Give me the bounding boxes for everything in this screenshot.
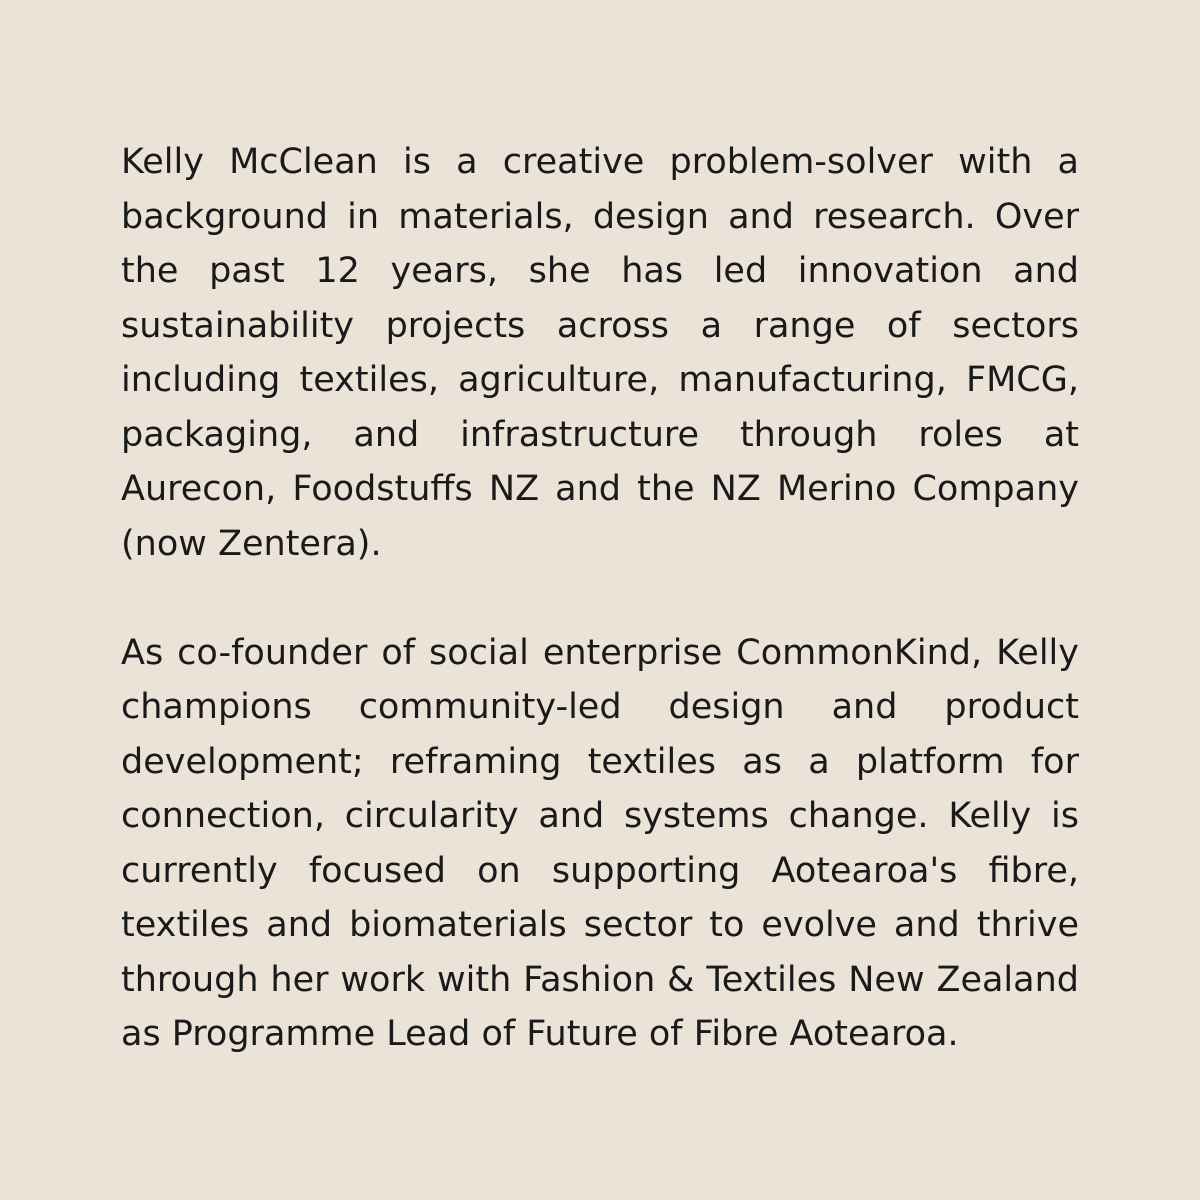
bio-text-block <box>121 135 1079 1062</box>
bio-paragraph-2: As co-founder of social enterprise CommonKind, Kelly champions community-led design and product development; reframing textiles as a platform for connection, circularity and systems change. Kelly is currently focused on supporting Aotearoa's fibre, textiles and biomaterials sector to evolve and thrive through her work with Fashion & Textiles New Zealand as Programme Lead of Future of Fibre Aotearoa. <box>121 632 1079 1054</box>
bio-paragraph-1: Kelly McClean is a creative problem-solver with a background in materials, design and research. Over the past 12 years, she has led innovation and sustainability projects across a range of sectors including textiles, agriculture, manufacturing, FMCG, packaging, and infrastructure through roles at Aurecon, Foodstuffs NZ and the NZ Merino Company (now Zentera). <box>121 142 1079 564</box>
